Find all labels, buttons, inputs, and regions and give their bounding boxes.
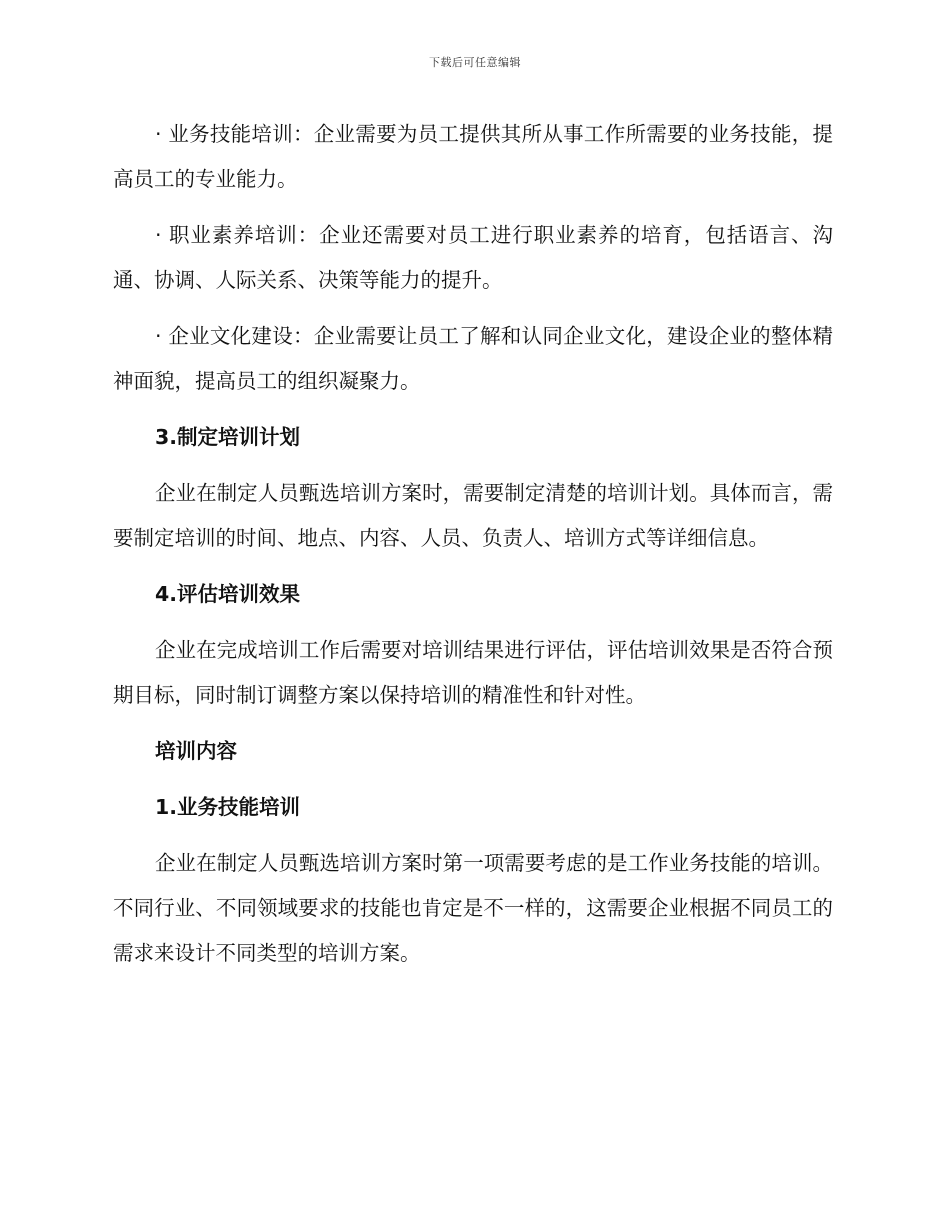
paragraph-training-plan: 企业在制定人员甄选培训方案时，需要制定清楚的培训计划。具体而言，需要制定培训的时间、地点、内容、人员、负责人、培训方式等详细信息。 <box>113 481 833 550</box>
bullet-professional-quality: · 职业素养培训：企业还需要对员工进行职业素养的培育，包括语言、沟通、协调、人际关系、决策等能力的提升。 <box>113 223 833 292</box>
bullet-business-skills: · 业务技能培训：企业需要为员工提供其所从事工作所需要的业务技能，提高员工的专业能力。 <box>113 122 833 191</box>
section-heading-training-content: 培训内容 <box>155 739 237 763</box>
section-heading-training-plan: 3.制定培训计划 <box>155 425 301 449</box>
subsection-heading-business-skills: 1.业务技能培训 <box>155 795 301 819</box>
document-body <box>113 112 833 987</box>
section-heading-evaluate-effect: 4.评估培训效果 <box>155 582 301 606</box>
paragraph-business-skills: 企业在制定人员甄选培训方案时第一项需要考虑的是工作业务技能的培训。不同行业、不同领域要求的技能也肯定是不一样的，这需要企业根据不同员工的需求来设计不同类型的培训方案。 <box>113 851 833 965</box>
paragraph-evaluate-effect: 企业在完成培训工作后需要对培训结果进行评估，评估培训效果是否符合预期目标，同时制订调整方案以保持培训的精准性和针对性。 <box>113 638 833 707</box>
page-header: 下载后可任意编辑 <box>429 56 521 69</box>
bullet-corporate-culture: · 企业文化建设：企业需要让员工了解和认同企业文化，建设企业的整体精神面貌，提高员工的组织凝聚力。 <box>113 324 833 393</box>
